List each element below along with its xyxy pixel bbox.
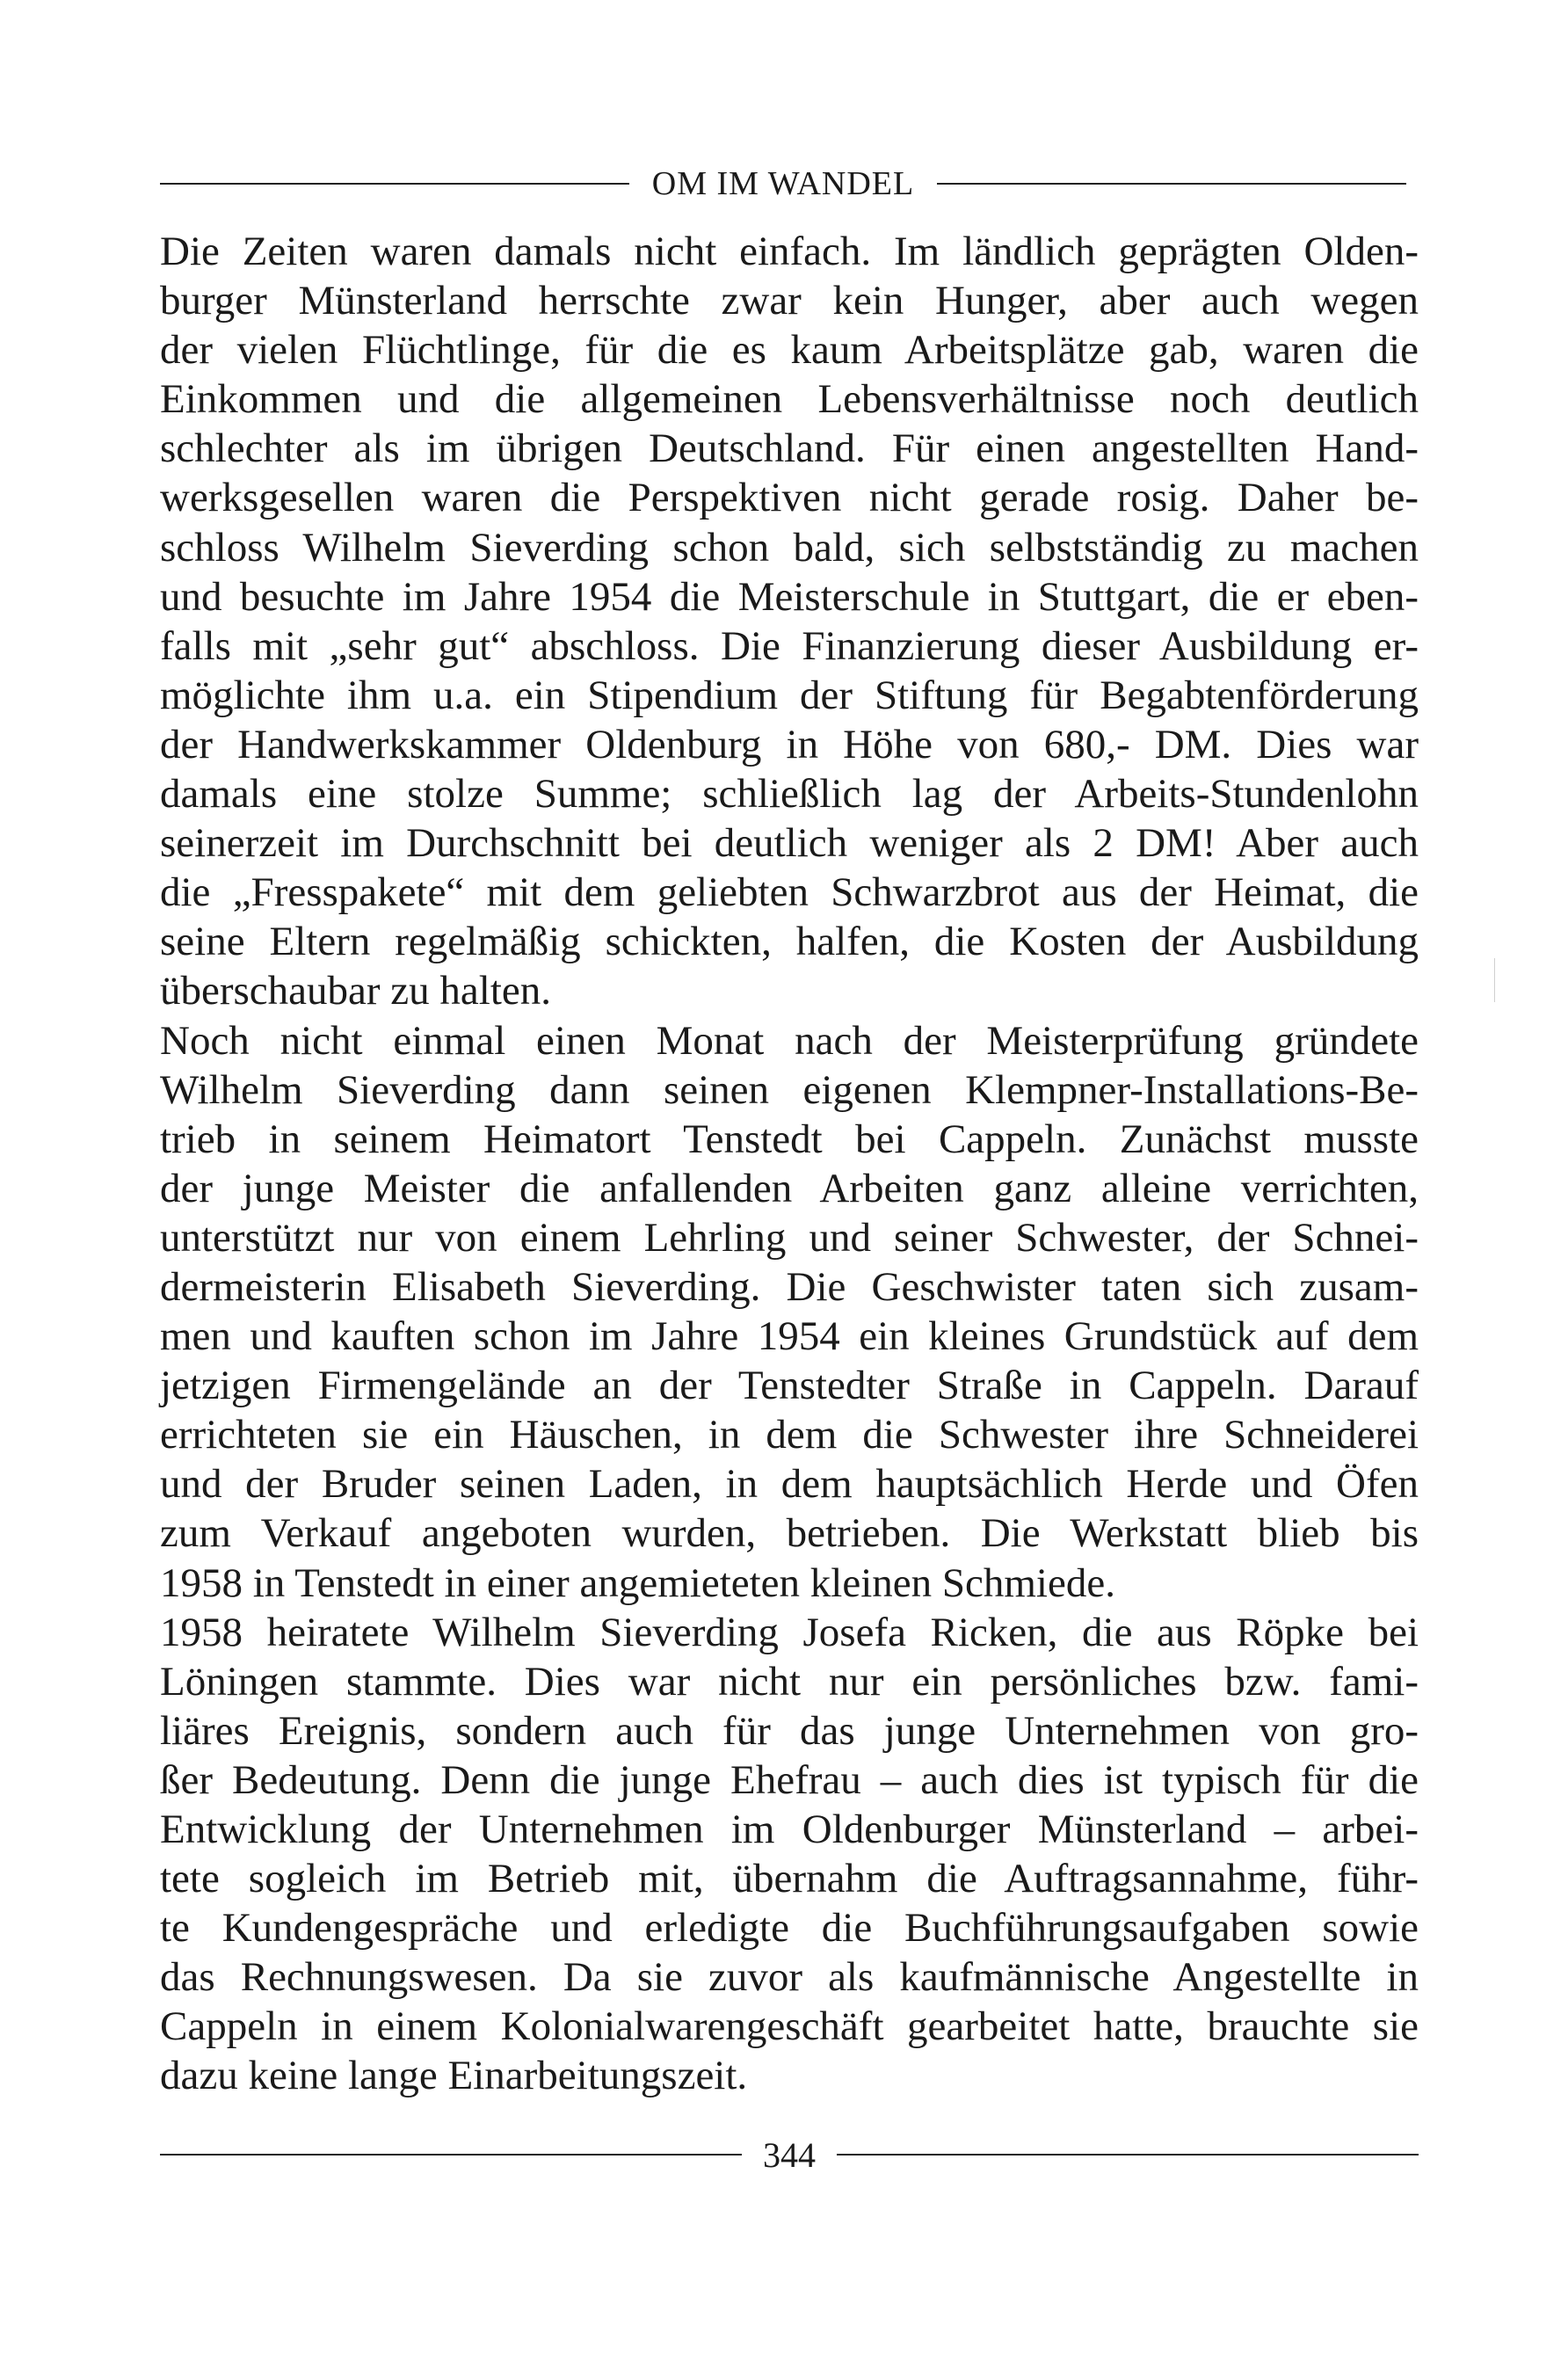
folio-rule-right (837, 2154, 1419, 2156)
text-line: überschaubar zu halten. (160, 968, 551, 1014)
text-line: der vielen Flüchtlinge, für die es kaum Arbeitsplätze gab, waren die (160, 327, 1419, 374)
text-line: ßer Bedeutung. Denn die junge Ehefrau – auch dies ist typisch für die (160, 1756, 1419, 1803)
text-line: Die Zeiten waren damals nicht einfach. Im ländlich geprägten Olden- (160, 229, 1419, 274)
text-line: 1958 in Tenstedt in einer angemieteten kleinen Schmiede. (160, 1559, 1115, 1606)
text-line: die „Fresspakete“ mit dem geliebten Schwarzbrot aus der Heimat, die (160, 869, 1419, 916)
margin-mark (1494, 958, 1495, 1002)
text-line: Löningen stammte. Dies war nicht nur ein persönliches bzw. fami- (160, 1658, 1419, 1705)
text-line: jetzigen Firmengelände an der Tenstedter Straße in Cappeln. Darauf (160, 1363, 1419, 1409)
text-line: unterstützt nur von einem Lehrling und seiner Schwester, der Schnei- (160, 1214, 1419, 1261)
running-head-rule-right (937, 183, 1406, 185)
text-line: Wilhelm Sieverding dann seinen eigenen Klempner-Installations-Be- (160, 1066, 1419, 1113)
folio-rule-left (160, 2154, 742, 2156)
text-line: liäres Ereignis, sondern auch für das junge Unternehmen von gro- (160, 1707, 1419, 1754)
text-line: das Rechnungswesen. Da sie zuvor als kaufmännische Angestellte in (160, 1954, 1419, 2001)
text-line: damals eine stolze Summe; schließlich lag der Arbeits-Stundenlohn (160, 771, 1419, 818)
text-line: Entwicklung der Unternehmen im Oldenburger Münsterland – arbei- (160, 1807, 1419, 1852)
text-line: und besuchte im Jahre 1954 die Meisterschule in Stuttgart, die er eben- (160, 573, 1419, 620)
text-line: Einkommen und die allgemeinen Lebensverhältnisse noch deutlich (160, 376, 1419, 423)
running-head-title: OM IM WANDEL (651, 165, 915, 202)
text-line: dazu keine lange Einarbeitungszeit. (160, 2053, 748, 2099)
text-line: trieb in seinem Heimatort Tenstedt bei Cappeln. Zunächst musste (160, 1116, 1419, 1162)
text-line: Cappeln in einem Kolonialwarengeschäft gearbeitet hatte, brauchte sie (160, 2003, 1419, 2050)
running-head (160, 162, 1406, 206)
folio (160, 2133, 1419, 2177)
text-line: und der Bruder seinen Laden, in dem hauptsächlich Herde und Öfen (160, 1461, 1419, 1508)
text-line: Noch nicht einmal einen Monat nach der Meisterprüfung gründete (160, 1017, 1419, 1064)
text-line: zum Verkauf angeboten wurden, betrieben. Die Werkstatt blieb bis (160, 1510, 1419, 1557)
text-line: te Kundengespräche und erledigte die Buchführungsaufgaben sowie (160, 1905, 1419, 1952)
text-line: tete sogleich im Betrieb mit, übernahm die Auftragsannahme, führ- (160, 1856, 1419, 1902)
text-line: der junge Meister die anfallenden Arbeiten ganz alleine verrichten, (160, 1165, 1419, 1211)
text-line: schlechter als im übrigen Deutschland. Für einen angestellten Hand- (160, 425, 1419, 472)
text-line: seine Eltern regelmäßig schickten, halfen, die Kosten der Ausbildung (160, 919, 1419, 965)
text-line: möglichte ihm u.a. ein Stipendium der Stiftung für Begabtenförderung (160, 672, 1419, 718)
text-line: 1958 heiratete Wilhelm Sieverding Josefa Ricken, die aus Röpke bei (160, 1609, 1419, 1655)
text-line: dermeisterin Elisabeth Sieverding. Die Geschwister taten sich zusam- (160, 1263, 1419, 1310)
text-line: burger Münsterland herrschte zwar kein Hunger, aber auch wegen (160, 278, 1419, 324)
text-line: seinerzeit im Durchschnitt bei deutlich weniger als 2 DM! Aber auch (160, 820, 1419, 867)
text-line: errichteten sie ein Häuschen, in dem die Schwester ihre Schneiderei (160, 1412, 1419, 1458)
text-line: men und kauften schon im Jahre 1954 ein kleines Grundstück auf dem (160, 1313, 1419, 1360)
text-line: der Handwerkskammer Oldenburg in Höhe von 680,- DM. Dies war (160, 721, 1419, 767)
text-line: werksgesellen waren die Perspektiven nicht gerade rosig. Daher be- (160, 475, 1419, 521)
running-head-rule-left (160, 183, 629, 185)
text-line: schloss Wilhelm Sieverding schon bald, sich selbstständig zu machen (160, 524, 1419, 571)
text-line: falls mit „sehr gut“ abschloss. Die Finanzierung dieser Ausbildung er- (160, 622, 1419, 669)
page-number: 344 (763, 2134, 816, 2175)
body-text (160, 227, 1419, 2101)
